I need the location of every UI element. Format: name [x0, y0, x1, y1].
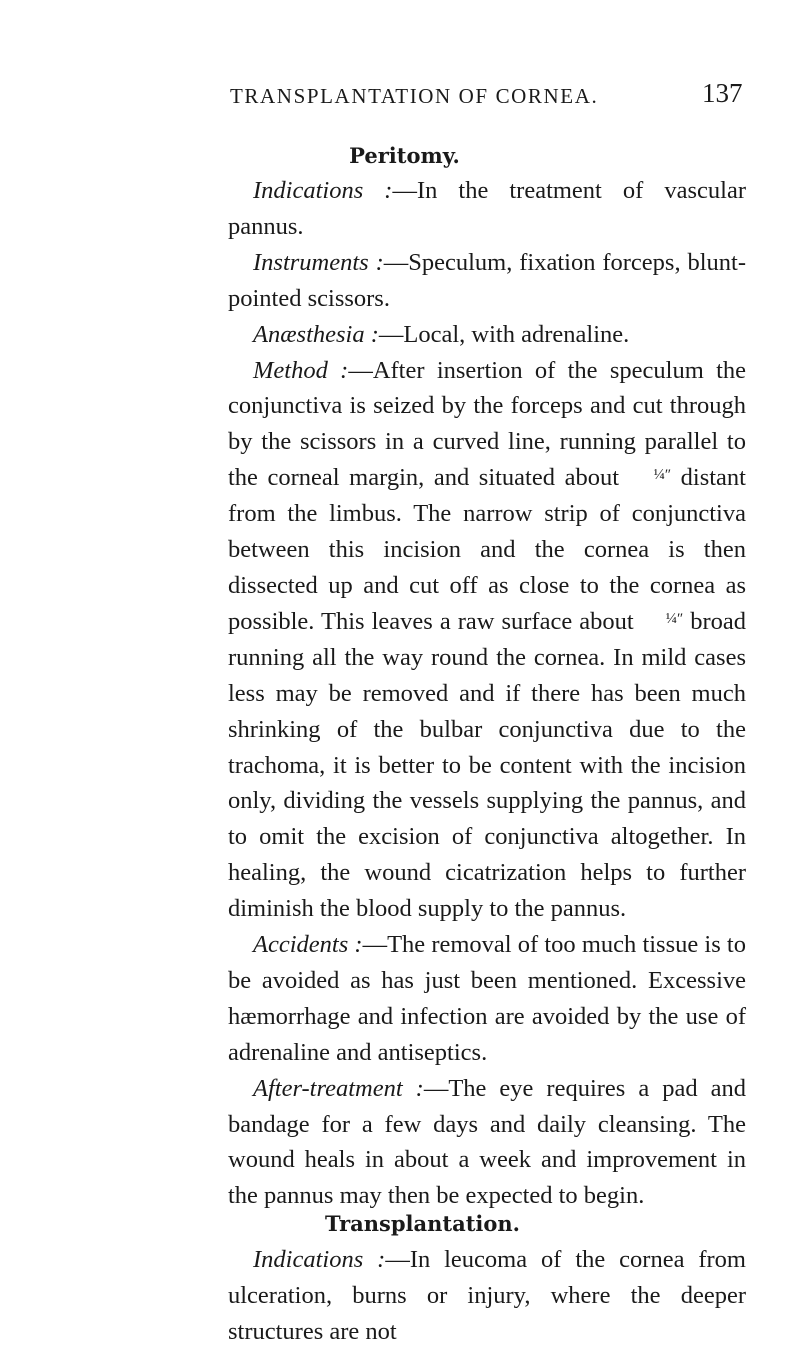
paragraph-accidents: [228, 927, 746, 1071]
fraction-quarter-inch: ¼″: [653, 467, 672, 484]
paragraph-transplantation-indications: [228, 1242, 746, 1350]
paragraph-instruments: [228, 245, 746, 317]
text-method-part-3: broad running all the way round the cornea. In mild cases less may be removed and if there has been much shrinking of the bulbar conjunctiva due to the trachoma, it is better to be content with the incision only, dividing the vessels supplying the pannus, and to omit the excision of conjunctiva altogether. In healing, the wound cicatrization helps to further diminish the blood supply to the pannus.: [228, 607, 747, 923]
term-after-treatment: After-treatment :: [253, 1074, 424, 1102]
term-instruments: Instruments :: [253, 248, 384, 276]
text-instruments: —Speculum, fixation forceps, blunt-pointed scissors.: [228, 248, 746, 312]
term-method: Method :: [253, 356, 349, 384]
term-anaesthesia: Anæsthesia :: [253, 320, 379, 348]
running-header: TRANSPLANTATION OF CORNEA.: [230, 84, 599, 108]
term-transplantation-indications: Indications :: [253, 1246, 386, 1273]
peritomy-section: [228, 173, 746, 1214]
text-accidents: —The removal of too much tissue is to be avoided as has just been mentioned. Excessive hæmorrhage and infection are avoided by the use of adrenaline and antiseptics.: [228, 931, 746, 1066]
transplantation-section: [228, 1242, 746, 1350]
paragraph-indications: [228, 173, 746, 245]
text-anaesthesia: —Local, with adrenaline.: [378, 320, 630, 348]
text-transplantation-indications: —In leucoma of the cornea from ulceration, burns or injury, where the deeper structures are not: [228, 1246, 746, 1345]
text-method-part-2: distant from the limbus. The narrow strip of conjunctiva between this incision and the cornea is then dissected up and cut off as close to the cornea as possible. This leaves a raw surface about: [228, 464, 746, 635]
section-heading-peritomy: Peritomy.: [349, 143, 460, 168]
text-method-part-1: —After insertion of the speculum the conjunctiva is seized by the forceps and cut through by the scissors in a curved line, running parallel to the corneal margin, and situated about: [228, 356, 747, 492]
paragraph-after-treatment: [228, 1071, 746, 1215]
text-indications: —In the treatment of vascular pannus.: [228, 177, 746, 240]
term-indications: Indications :: [253, 177, 393, 204]
page-number: 137: [702, 78, 743, 108]
fraction-quarter-inch: ¼″: [665, 610, 684, 627]
text-after-treatment: —The eye requires a pad and bandage for a few days and daily cleansing. The wound heals in about a week and improvement in the pannus may then be expected to begin.: [228, 1074, 746, 1210]
paragraph-anaesthesia: [228, 317, 746, 353]
section-heading-transplantation: Transplantation.: [325, 1211, 520, 1236]
paragraph-method: [228, 353, 746, 928]
term-accidents: Accidents :: [253, 931, 363, 959]
